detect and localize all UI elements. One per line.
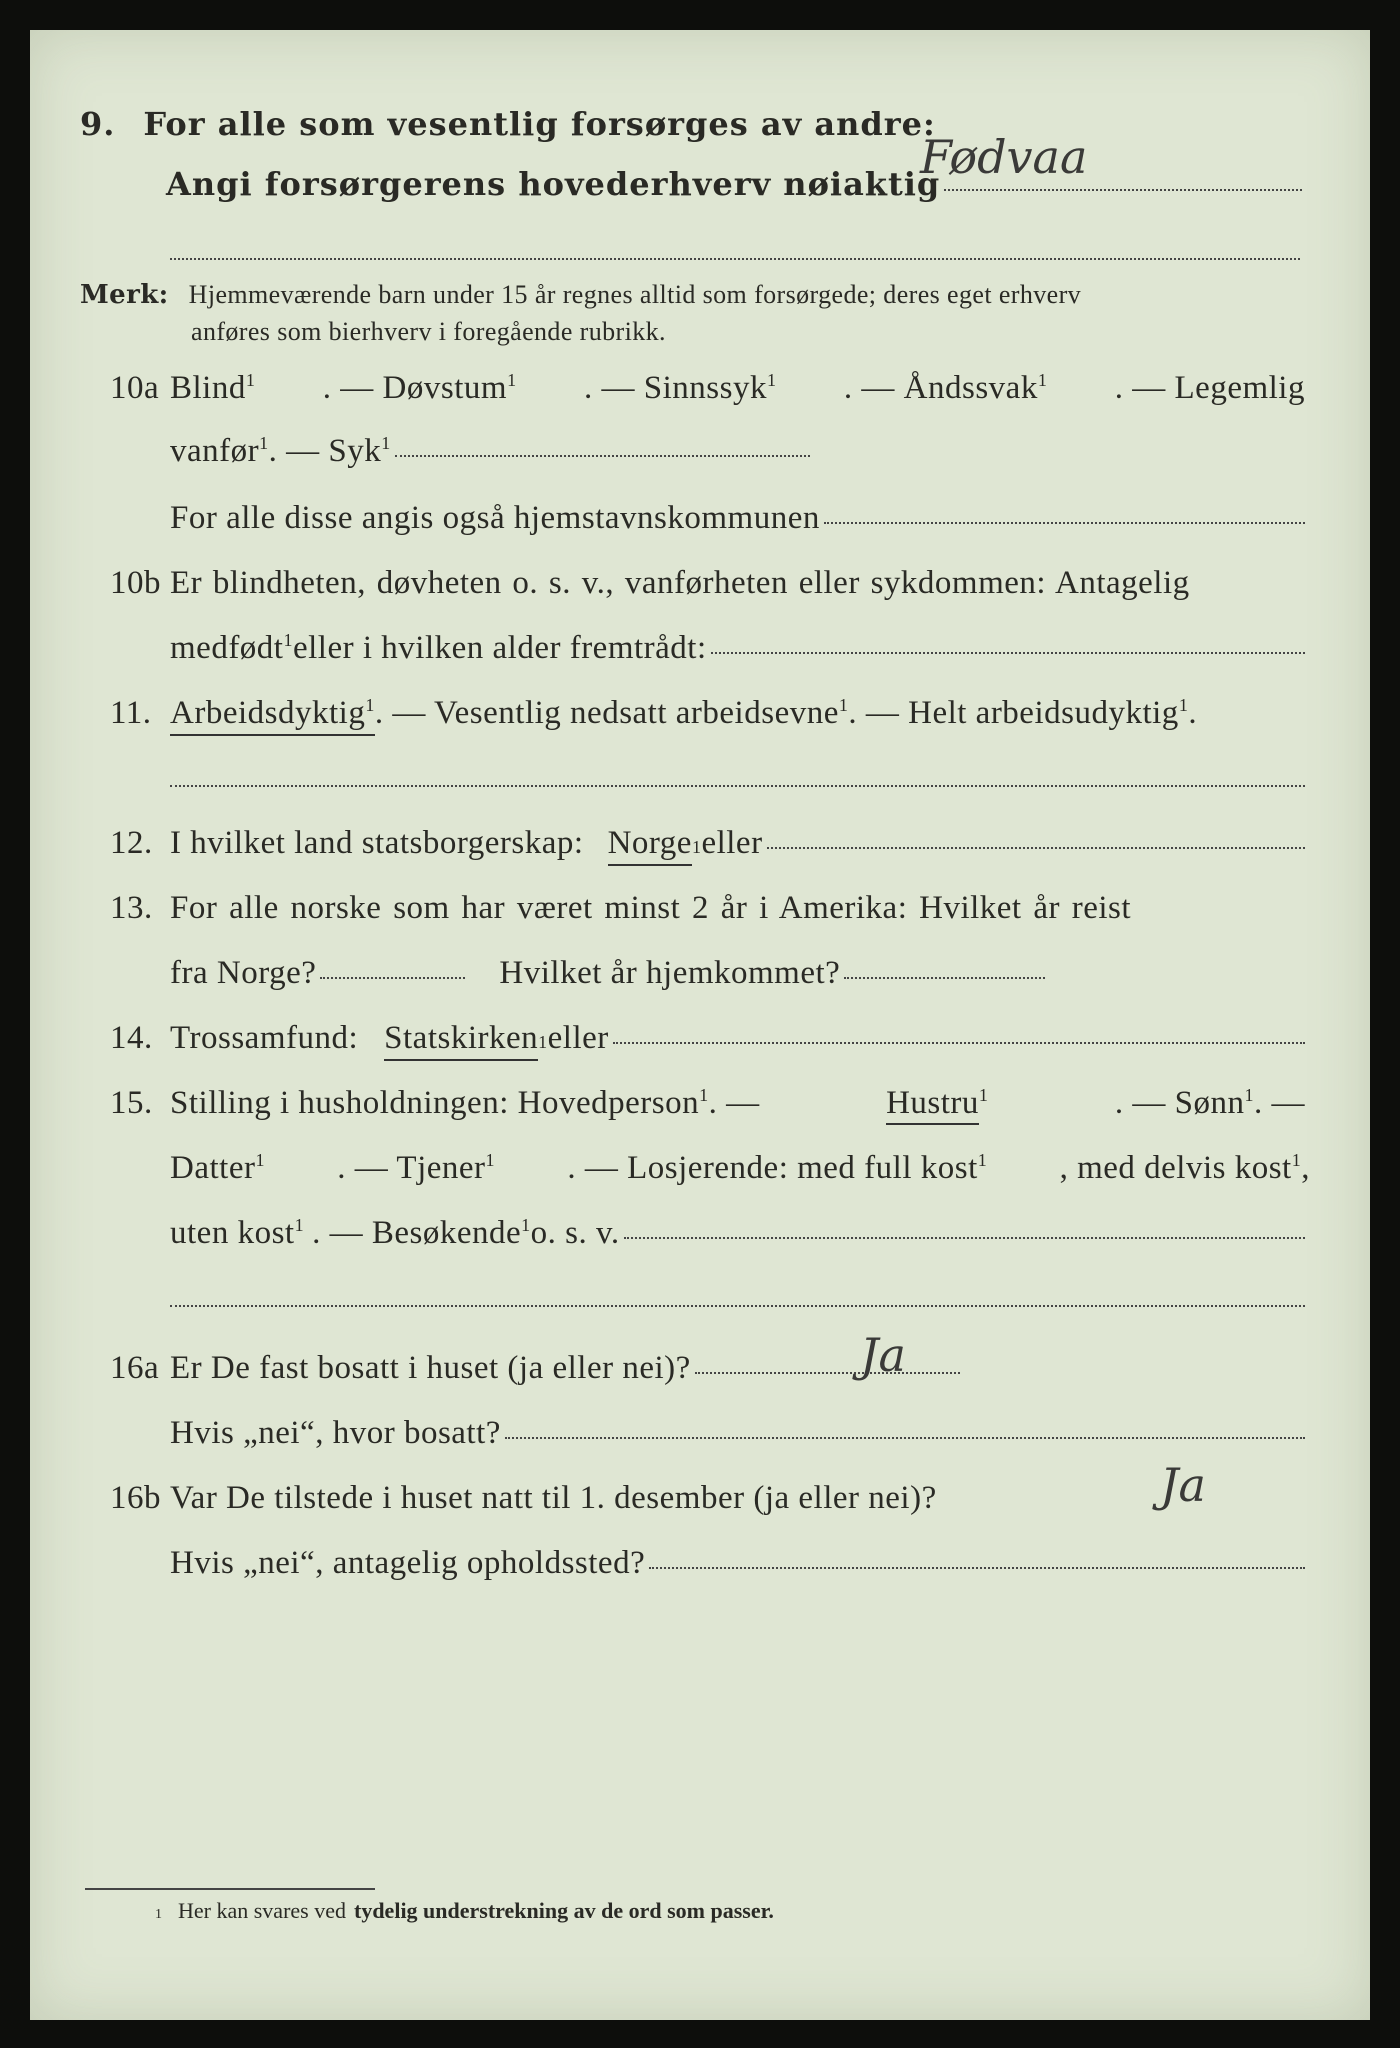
q15-row-1 xyxy=(170,1085,1305,1122)
q12-norge-underlined: Norge xyxy=(608,825,692,866)
q10a-number: 10a xyxy=(110,370,160,406)
q14-statskirken-underlined: Statskirken xyxy=(384,1020,538,1061)
q14-answer-line xyxy=(613,1041,1305,1044)
q15-extra-line xyxy=(170,1305,1305,1307)
q14-number: 14. xyxy=(110,1020,153,1056)
merk-label: Merk: xyxy=(80,280,169,310)
q10a-legemlig: . — Legemlig xyxy=(1114,370,1305,406)
q10b-number: 10b xyxy=(110,565,161,601)
q10a-syk-line xyxy=(395,454,810,457)
footnote-mark: 1 xyxy=(155,1907,162,1922)
q11-nedsatt: . — Vesentlig nedsatt arbeidsevne$^1$ xyxy=(374,695,849,731)
q15-uten-kost: uten kost$^1$ xyxy=(170,1215,305,1251)
q16b-question: Var De tilstede i huset natt til 1. desember (ja eller nei)? xyxy=(170,1480,937,1516)
q9-number: 9. xyxy=(80,105,116,143)
q10a-vanfor: vanfør$^1$ xyxy=(170,433,269,469)
q15-number: 15. xyxy=(110,1085,153,1121)
q9-handwritten-answer: Fødvaa xyxy=(920,130,1088,184)
q12-row: I hvilket land statsborgerskap: Norge 1 eller xyxy=(170,825,1305,866)
q16b-number: 16b xyxy=(110,1480,161,1516)
q16a-row-1 xyxy=(170,1350,960,1387)
q9-provider-row xyxy=(166,165,1302,203)
merk-text-1: Hjemmeværende barn under 15 år regnes alltid som forsørgede; deres eget erhverv xyxy=(188,280,1082,309)
q10a-row-1 xyxy=(170,370,1305,407)
q13-reist-line xyxy=(320,976,465,979)
q15-datter: Datter$^1$ xyxy=(170,1150,265,1186)
merk-row-1 xyxy=(80,280,1081,310)
q16a-number: 16a xyxy=(110,1350,160,1386)
q16b-row-1 xyxy=(170,1480,1305,1517)
q15-hovedperson: Stilling i husholdningen: Hovedperson$^1$. — xyxy=(170,1085,760,1121)
q13-row-2 xyxy=(170,955,1045,992)
q15-sonn: . — Sønn$^1$. — xyxy=(1114,1085,1305,1121)
q16b-opholdssted-line xyxy=(649,1566,1305,1569)
q15-besokende: . — Besøkende$^1$ xyxy=(312,1215,531,1251)
q13-reist-label: fra Norge? xyxy=(170,955,317,991)
q10a-syk: . — Syk$^1$ xyxy=(268,433,391,469)
q10b-medfodt: medfødt$^1$ xyxy=(170,630,293,666)
q15-osv: o. s. v. xyxy=(530,1215,620,1251)
footnote-rule xyxy=(85,1888,375,1890)
q10b-answer-line xyxy=(711,651,1305,654)
footnote-text: Her kan svares ved xyxy=(178,1898,346,1923)
q16a-row-2 xyxy=(170,1415,1305,1452)
footnote xyxy=(155,1898,774,1924)
q15-losjerende: . — Losjerende: med full kost$^1$ xyxy=(567,1150,988,1186)
q10a-andssvak: . — Åndssvak$^1$ xyxy=(843,370,1048,406)
q10a-hometown-line xyxy=(824,521,1305,524)
q10b-row-1 xyxy=(170,565,1305,602)
q9-title: For alle som vesentlig forsørges av andre: xyxy=(143,105,936,143)
q16a-question: Er De fast bosatt i huset (ja eller nei)? xyxy=(170,1350,691,1386)
q12-answer-line xyxy=(767,846,1305,849)
q11-row xyxy=(170,695,1197,736)
q11-number: 11. xyxy=(110,695,152,731)
q11-udyktig: . — Helt arbeidsudyktig$^1$. xyxy=(848,695,1198,731)
q12-number: 12. xyxy=(110,825,153,861)
q10b-question: Er blindheten, døvheten o. s. v., vanførheten eller sykdommen: Antagelig xyxy=(170,565,1190,601)
q10a-row-3 xyxy=(170,500,1305,537)
q14-row: Trossamfund: Statskirken 1 eller xyxy=(170,1020,1305,1061)
q15-answer-line xyxy=(624,1236,1305,1239)
q10a-dovstum: . — Døvstum$^1$ xyxy=(322,370,517,406)
q16a-handwritten-answer: Ja xyxy=(860,1328,906,1382)
q11-arbeidsdyktig-underlined: Arbeidsdyktig$^1$ xyxy=(170,695,375,736)
q15-hustru-underlined: Hustru$^1$ xyxy=(886,1085,988,1122)
q15-tjener: . — Tjener$^1$ xyxy=(337,1150,496,1186)
q15-row-2 xyxy=(170,1150,1310,1187)
census-form-page xyxy=(30,30,1370,2020)
q9-provider-label: Angi forsørgerens hovederhverv nøiaktig xyxy=(166,165,941,203)
q14-label: Trossamfund: xyxy=(170,1020,359,1056)
q13-hjemkommet-label: Hvilket år hjemkommet? xyxy=(499,955,841,991)
merk-text-2: anføres som bierhverv i foregående rubrikk. xyxy=(191,317,666,346)
q13-question: For alle norske som har været minst 2 år i Amerika: Hvilket år reist xyxy=(170,890,1132,926)
q16b-row-2 xyxy=(170,1545,1305,1582)
q9-title-row xyxy=(80,105,936,143)
q15-delvis-kost: , med delvis kost$^1$, xyxy=(1059,1150,1310,1186)
q9-extra-line xyxy=(170,258,1300,260)
q12-label: I hvilket land statsborgerskap: xyxy=(170,825,584,861)
q13-row-1 xyxy=(170,890,1131,927)
q16a-bosatt-label: Hvis „nei“, hvor bosatt? xyxy=(170,1415,501,1451)
q16a-answer-line xyxy=(695,1371,960,1374)
footnote-text-bold: tydelig understrekning av de ord som passer. xyxy=(354,1898,774,1923)
q10a-hometown-label: For alle disse angis også hjemstavnskommunen xyxy=(170,500,820,536)
q10a-blind: Blind$^1$ xyxy=(170,370,256,406)
q16b-opholdssted-label: Hvis „nei“, antagelig opholdssted? xyxy=(170,1545,646,1581)
q15-row-3 xyxy=(170,1215,1305,1252)
q10b-alder: eller i hvilken alder fremtrådt: xyxy=(292,630,707,666)
q9-answer-line xyxy=(944,188,1302,191)
q13-number: 13. xyxy=(110,890,153,926)
q10a-row-2 xyxy=(170,433,810,470)
q14-eller: eller xyxy=(547,1020,609,1056)
q10a-sinnssyk: . — Sinnssyk$^1$ xyxy=(584,370,777,406)
q16a-bosatt-line xyxy=(505,1436,1305,1439)
merk-row-2 xyxy=(191,317,666,347)
q13-hjemkommet-line xyxy=(844,976,1045,979)
q16b-handwritten-answer: Ja xyxy=(1160,1458,1206,1512)
q10b-row-2 xyxy=(170,630,1305,667)
q11-answer-line xyxy=(170,785,1305,787)
q12-eller: eller xyxy=(701,825,763,861)
